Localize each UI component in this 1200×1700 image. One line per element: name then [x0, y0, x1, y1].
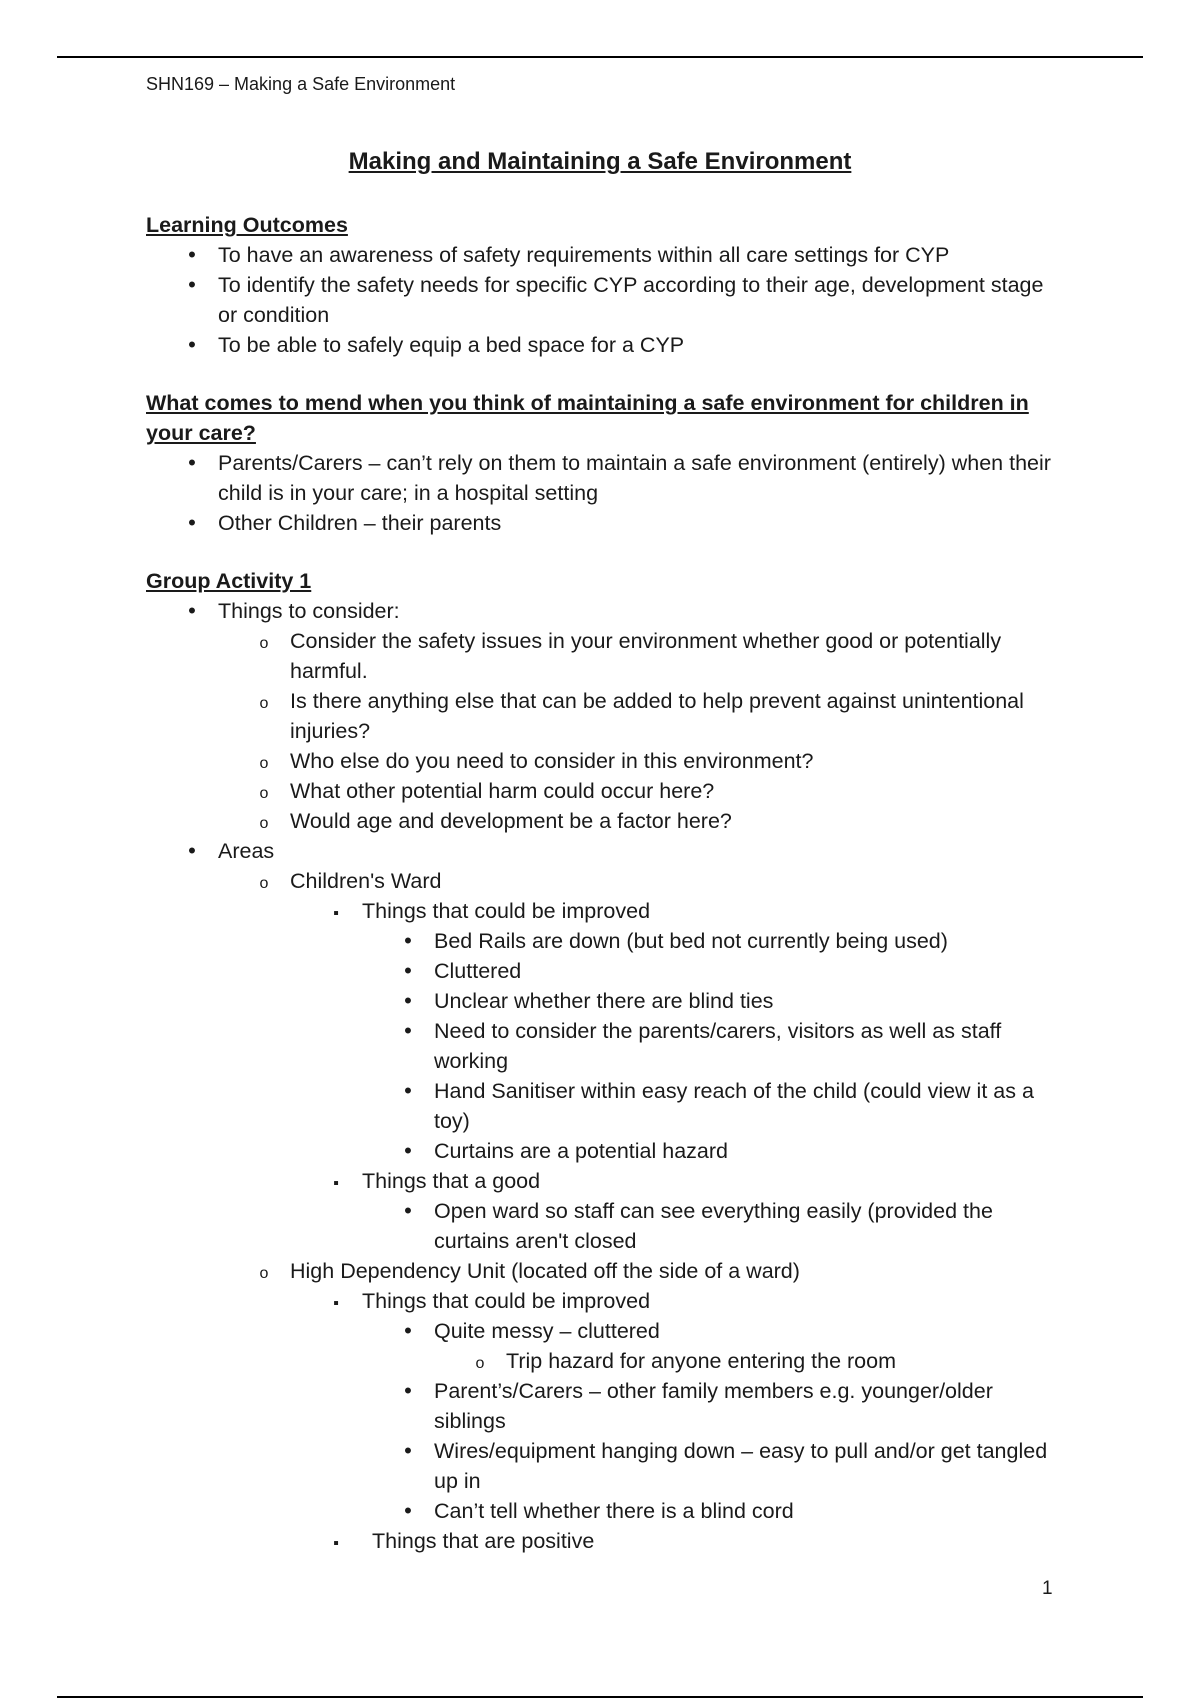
- bullet-icon: [398, 1076, 418, 1106]
- learning-outcomes-heading: Learning Outcomes: [146, 213, 348, 237]
- list-item: • Quite messy – cluttered o Trip hazard for anyone entering the room: [434, 1316, 1066, 1376]
- list-item: ▪ Things that are positive: [362, 1526, 1066, 1556]
- childrens-ward-list: [290, 896, 1066, 1256]
- group-activity-heading: Group Activity 1: [146, 569, 312, 593]
- learning-outcomes-list: [146, 240, 1066, 360]
- what-comes-heading: What comes to mend when you think of maintaining a safe environment for children in your care?: [146, 391, 1029, 445]
- list-item: o High Dependency Unit (located off the side of a ward) ▪ Things that could be improved • Quite messy – cluttered o Trip hazard for anyone entering the room • Parent’s/Carers – other family members e.g. younger/older siblings • Wires/equipment hanging down – easy to pull and/or get tangled up in • Can’t tell whether there is a blind cord ▪ Things that are positive: [290, 1256, 1066, 1556]
- bullet-icon: [182, 508, 202, 538]
- list-item: o What other potential harm could occur here?: [290, 776, 1066, 806]
- circle-bullet-icon: [254, 806, 274, 839]
- list-item: • To identify the safety needs for specific CYP according to their age, development stage or condition: [218, 270, 1066, 330]
- list-item: • To be able to safely equip a bed space for a CYP: [218, 330, 1066, 360]
- list-item: ▪ Things that could be improved • Quite messy – cluttered o Trip hazard for anyone entering the room • Parent’s/Carers – other family members e.g. younger/older siblings • Wires/equipment hanging down – easy to pull and/or get tangled up in • Can’t tell whether there is a blind cord: [362, 1286, 1066, 1526]
- bullet-icon: [398, 956, 418, 986]
- header-rule: [57, 56, 1143, 58]
- bullet-icon: [182, 330, 202, 360]
- hdu-list: [290, 1286, 1066, 1556]
- list-item: o Who else do you need to consider in this environment?: [290, 746, 1066, 776]
- areas-list: [218, 866, 1066, 1556]
- list-item: • Need to consider the parents/carers, visitors as well as staff working: [434, 1016, 1066, 1076]
- footer-rule: [57, 1696, 1143, 1698]
- bullet-icon: [398, 1376, 418, 1406]
- list-item: • Curtains are a potential hazard: [434, 1136, 1066, 1166]
- page-header: SHN169 – Making a Safe Environment: [146, 74, 456, 94]
- list-item: o Consider the safety issues in your environment whether good or potentially harmful.: [290, 626, 1066, 686]
- list-item: ▪ Things that a good • Open ward so staff can see everything easily (provided the curtains aren't closed: [362, 1166, 1066, 1256]
- bullet-icon: [398, 1496, 418, 1526]
- what-comes-list: [146, 448, 1066, 538]
- list-item: o Would age and development be a factor here?: [290, 806, 1066, 836]
- list-item: • Areas o Children's Ward ▪ Things that could be improved • Bed Rails are down (but bed not currently being used) • Cluttered • Unclear whether there are blind ties • Need to consider the parents/carers, visitors as well as staff working • Hand Sanitiser within easy reach of the child (could view it as a toy) • Curtains are a potential hazard ▪ Things that a good • Open ward so staff can see everything easily (provided the curtains aren't closed o High Dependency Unit (located off the side of a ward) ▪ Things that could be improved • Quite messy – cluttered o Trip hazard for anyone entering the room • Parent’s/Carers – other family members e.g. younger/older siblings • Wires/equipment hanging down – easy to pull and/or get tangled up in • Can’t tell whether there is a blind cord ▪ Things that are positive: [218, 836, 1066, 1556]
- circle-bullet-icon: [470, 1346, 490, 1379]
- square-bullet-icon: [326, 1526, 346, 1559]
- circle-bullet-icon: [254, 1256, 274, 1289]
- bullet-icon: [182, 836, 202, 866]
- bullet-icon: [182, 596, 202, 626]
- list-item: • Hand Sanitiser within easy reach of the child (could view it as a toy): [434, 1076, 1066, 1136]
- circle-bullet-icon: [254, 866, 274, 899]
- list-item: • Unclear whether there are blind ties: [434, 986, 1066, 1016]
- bullet-icon: [398, 1016, 418, 1046]
- list-item: ▪ Things that could be improved • Bed Rails are down (but bed not currently being used) • Cluttered • Unclear whether there are blind ties • Need to consider the parents/carers, visitors as well as staff working • Hand Sanitiser within easy reach of the child (could view it as a toy) • Curtains are a potential hazard: [362, 896, 1066, 1166]
- square-bullet-icon: [326, 1286, 346, 1319]
- circle-bullet-icon: [254, 746, 274, 779]
- list-item: o Trip hazard for anyone entering the room: [506, 1346, 1066, 1376]
- bullet-icon: [398, 1436, 418, 1466]
- list-item: • Can’t tell whether there is a blind cord: [434, 1496, 1066, 1526]
- bullet-icon: [398, 986, 418, 1016]
- list-item: • Bed Rails are down (but bed not currently being used): [434, 926, 1066, 956]
- ward-good-list: [362, 1196, 1066, 1256]
- circle-bullet-icon: [254, 776, 274, 809]
- hdu-messy-sublist: [434, 1346, 1066, 1376]
- bullet-icon: [398, 1136, 418, 1166]
- circle-bullet-icon: [254, 686, 274, 719]
- list-item: • To have an awareness of safety requirements within all care settings for CYP: [218, 240, 1066, 270]
- group-activity-list: [146, 596, 1066, 1556]
- consider-list: [218, 626, 1066, 836]
- circle-bullet-icon: [254, 626, 274, 659]
- page-number: 1: [1042, 1578, 1053, 1599]
- list-item: o Children's Ward ▪ Things that could be improved • Bed Rails are down (but bed not currently being used) • Cluttered • Unclear whether there are blind ties • Need to consider the parents/carers, visitors as well as staff working • Hand Sanitiser within easy reach of the child (could view it as a toy) • Curtains are a potential hazard ▪ Things that a good • Open ward so staff can see everything easily (provided the curtains aren't closed: [290, 866, 1066, 1256]
- square-bullet-icon: [326, 896, 346, 929]
- bullet-icon: [398, 926, 418, 956]
- ward-improved-list: [362, 926, 1066, 1166]
- bullet-icon: [182, 270, 202, 300]
- list-item: o Is there anything else that can be added to help prevent against unintentional injuries?: [290, 686, 1066, 746]
- list-item: • Wires/equipment hanging down – easy to pull and/or get tangled up in: [434, 1436, 1066, 1496]
- list-item: • Parent’s/Carers – other family members e.g. younger/older siblings: [434, 1376, 1066, 1436]
- document-body: [146, 210, 1066, 1556]
- page-title: Making and Maintaining a Safe Environment: [348, 148, 852, 175]
- hdu-improved-list: [362, 1316, 1066, 1526]
- list-item: • Cluttered: [434, 956, 1066, 986]
- list-item: • Other Children – their parents: [218, 508, 1066, 538]
- list-item: • Parents/Carers – can’t rely on them to maintain a safe environment (entirely) when their child is in your care; in a hospital setting: [218, 448, 1066, 508]
- bullet-icon: [398, 1196, 418, 1226]
- square-bullet-icon: [326, 1166, 346, 1199]
- bullet-icon: [398, 1316, 418, 1346]
- bullet-icon: [182, 240, 202, 270]
- bullet-icon: [182, 448, 202, 478]
- list-item: • Open ward so staff can see everything easily (provided the curtains aren't closed: [434, 1196, 1066, 1256]
- list-item: • Things to consider: o Consider the safety issues in your environment whether good or potentially harmful. o Is there anything else that can be added to help prevent against unintentional injuries? o Who else do you need to consider in this environment? o What other potential harm could occur here? o Would age and development be a factor here?: [218, 596, 1066, 836]
